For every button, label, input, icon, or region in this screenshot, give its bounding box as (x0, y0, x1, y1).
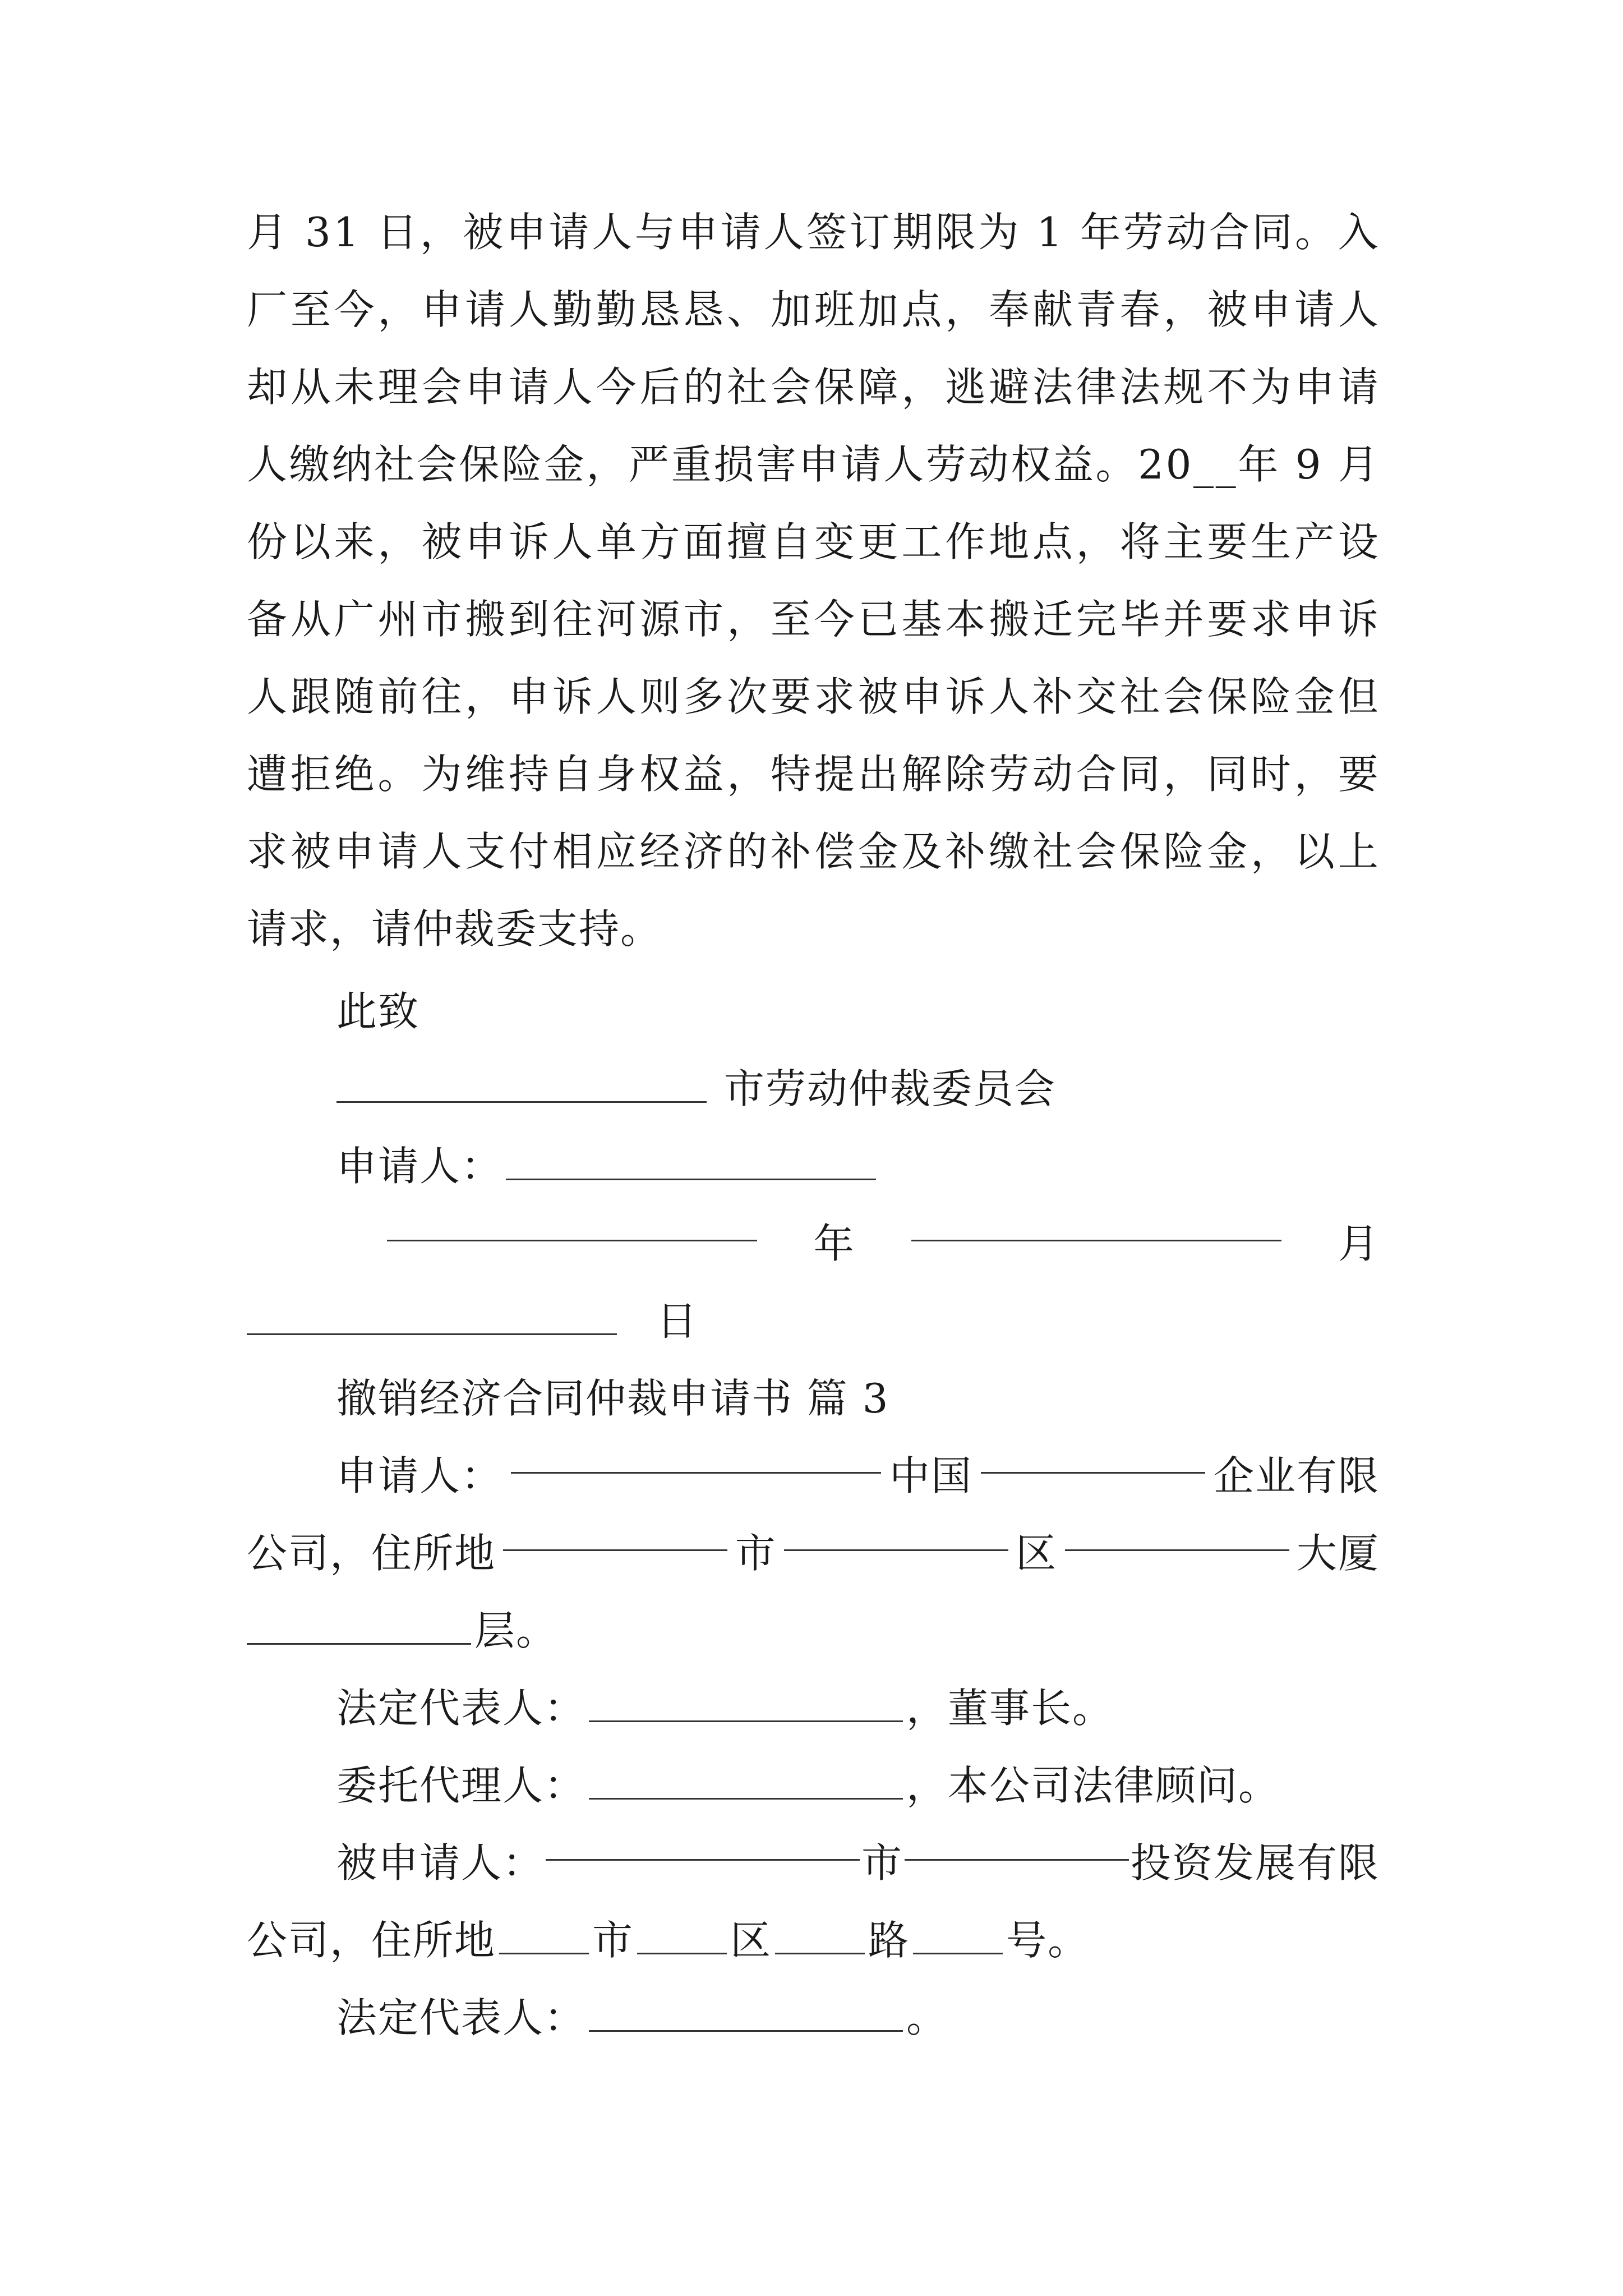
body-line-text: 人 缴 纳 社 会 保 险 金 ， 严 重 损 害 申 请 人 劳 动 权 益 。 2 0 _ _ 年 9 月 (247, 441, 1380, 488)
respondent-company-suffix: 投资发展有限 (1130, 1839, 1380, 1887)
date-line (387, 1205, 1380, 1282)
applicant-line-2 (247, 1515, 1380, 1592)
respondent-legal-rep-end: 。 (906, 1994, 948, 2041)
respondent-company-blank (905, 1824, 1129, 1861)
body-line-text: 求 被 申 请 人 支 付 相 应 经 济 的 补 偿 金 及 补 缴 社 会 保 险 金 ， 以 上 (247, 828, 1380, 875)
respondent-line-1-row (336, 1824, 1380, 1902)
applicant-line-2-row (247, 1515, 1380, 1592)
respondent-address-start: 公司，住所地 (247, 1917, 496, 1964)
applicant-district: 区 (1016, 1530, 1058, 1577)
applicant-floor-blank (247, 1608, 471, 1645)
applicant-label: 申请人： (336, 1452, 503, 1499)
applicant-address-start: 公司，住所地 (247, 1530, 496, 1577)
date-line-row (387, 1205, 1380, 1282)
legal-rep-line (336, 1669, 1380, 1747)
body-line-text: 人 跟 随 前 往 ， 申 诉 人 则 多 次 要 求 被 申 诉 人 补 交 社 会 保 险 金 但 (247, 673, 1380, 720)
legal-rep-title: ，董事长。 (906, 1685, 1114, 1732)
respondent-city-blank (499, 1918, 589, 1954)
applicant-line-1-row (336, 1437, 1380, 1515)
day-blank (247, 1299, 617, 1335)
applicant-city: 市 (735, 1530, 777, 1577)
closing-applicant-line (336, 1128, 1380, 1205)
applicant-building-blank (1065, 1515, 1289, 1551)
body-line-9 (247, 813, 1380, 890)
body-line-text: 月 3 1 日 ， 被 申 请 人 与 申 请 人 签 订 期 限 为 1 年 劳 动 合 同 。 入 (247, 209, 1380, 256)
section-heading (336, 1360, 1380, 1437)
applicant-district-blank (784, 1515, 1008, 1551)
body-line-1 (247, 194, 1380, 271)
body-line-text: 遭 拒 绝 。 为 维 持 自 身 权 益 ， 特 提 出 解 除 劳 动 合 同 ， 同 时 ， 要 (247, 751, 1380, 798)
applicant-name-blank (511, 1437, 881, 1474)
respondent-line-2 (247, 1902, 1380, 1979)
respondent-road-blank (775, 1918, 865, 1954)
respondent-district-blank (637, 1918, 727, 1954)
committee-city-blank (336, 1066, 707, 1103)
body-line-6 (247, 581, 1380, 658)
respondent-number: 号。 (1006, 1917, 1090, 1964)
agent-blank (589, 1763, 903, 1800)
applicant-company-blank (981, 1437, 1205, 1474)
legal-rep-blank (589, 1686, 903, 1722)
body-line-text: 厂 至 今 ， 申 请 人 勤 勤 恳 恳 、 加 班 加 点 ， 奉 献 青 春 ， 被 申 请 人 (247, 286, 1380, 333)
day-label: 日 (656, 1297, 698, 1345)
year-blank (387, 1205, 757, 1241)
applicant-country: 中国 (889, 1452, 972, 1499)
body-line-7 (247, 658, 1380, 735)
respondent-line-1 (336, 1824, 1380, 1902)
respondent-address-district: 区 (730, 1917, 772, 1964)
respondent-city: 市 (861, 1839, 903, 1887)
agent-label: 委托代理人： (336, 1762, 586, 1809)
day-line (247, 1282, 1380, 1360)
applicant-line-3 (247, 1592, 1380, 1669)
month-blank (911, 1205, 1281, 1241)
respondent-number-blank (913, 1918, 1003, 1954)
body-line-text: 份 以 来 ， 被 申 诉 人 单 方 面 擅 自 变 更 工 作 地 点 ， 将 主 要 生 产 设 (247, 518, 1380, 565)
respondent-address-city: 市 (592, 1917, 634, 1964)
salutation (336, 973, 1380, 1050)
committee-line (336, 1050, 1380, 1128)
applicant-company-suffix: 企业有限 (1213, 1452, 1380, 1499)
applicant-building: 大厦 (1296, 1530, 1380, 1577)
body-line-4 (247, 426, 1380, 503)
month-label: 月 (1338, 1220, 1380, 1267)
closing-applicant-label: 申请人： (336, 1143, 503, 1190)
committee-suffix: 市劳动仲裁委员会 (723, 1065, 1056, 1112)
applicant-floor: 层。 (474, 1607, 558, 1654)
respondent-legal-rep-label: 法定代表人： (336, 1994, 586, 2041)
body-line-5 (247, 503, 1380, 581)
body-line-text: 请求，请仲裁委支持。 (247, 905, 662, 953)
applicant-city-blank (503, 1515, 727, 1551)
respondent-name-blank (546, 1824, 860, 1861)
year-label: 年 (813, 1220, 855, 1267)
legal-rep-label: 法定代表人： (336, 1685, 586, 1732)
applicant-line-1 (336, 1437, 1380, 1515)
body-line-2 (247, 271, 1380, 348)
body-line-text: 备 从 广 州 市 搬 到 往 河 源 市 ， 至 今 已 基 本 搬 迁 完 毕 并 要 求 申 诉 (247, 596, 1380, 643)
respondent-legal-rep-line (336, 1979, 1380, 2056)
respondent-road: 路 (868, 1917, 910, 1964)
body-line-8 (247, 735, 1380, 813)
body-line-3 (247, 348, 1380, 426)
salutation-text: 此致 (336, 988, 420, 1035)
respondent-legal-rep-blank (589, 1995, 903, 2032)
agent-line (336, 1747, 1380, 1824)
respondent-label: 被申请人： (336, 1839, 545, 1887)
closing-applicant-blank (506, 1144, 876, 1180)
body-line-text: 却 从 未 理 会 申 请 人 今 后 的 社 会 保 障 ， 逃 避 法 律 法 规 不 为 申 请 (247, 364, 1380, 411)
agent-title: ，本公司法律顾问。 (906, 1762, 1280, 1809)
body-line-10 (247, 890, 1380, 968)
section-heading-text: 撤销经济合同仲裁申请书 篇 3 (336, 1375, 889, 1422)
